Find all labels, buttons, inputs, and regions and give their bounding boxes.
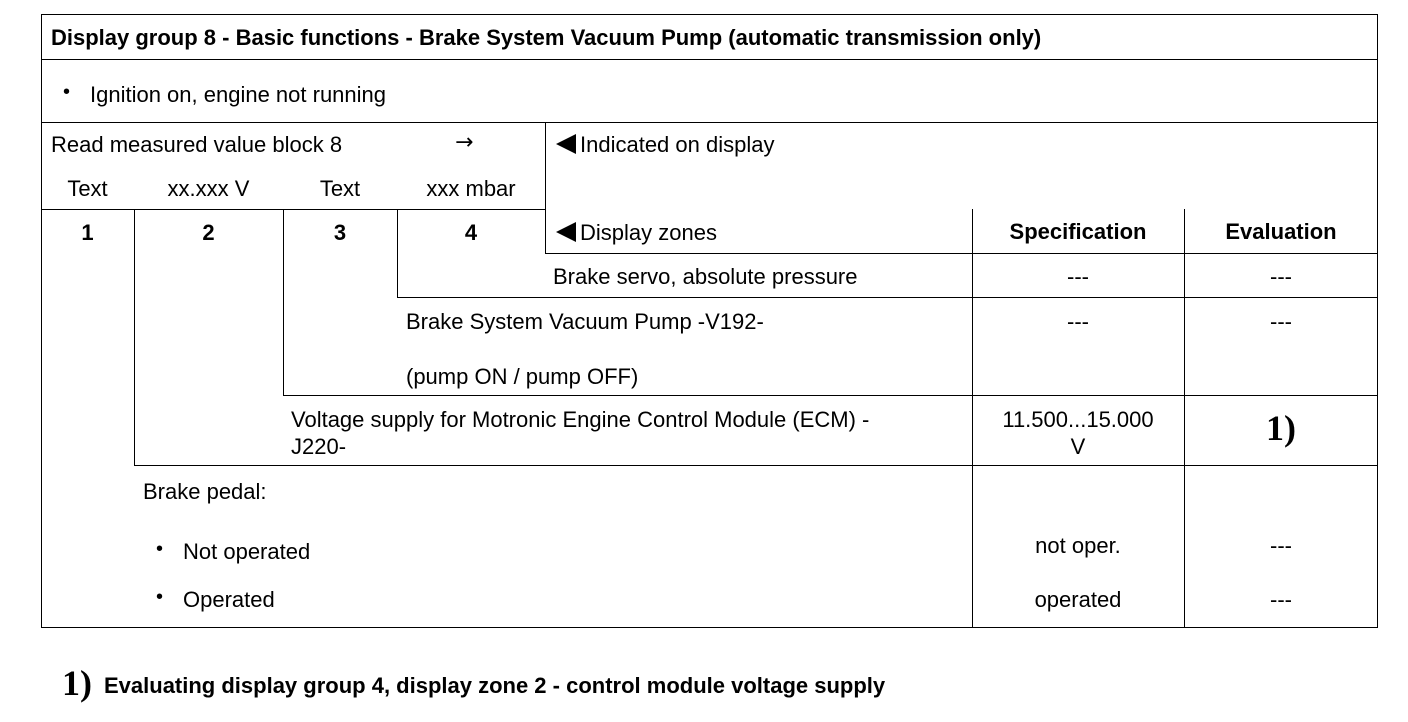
zone1-spec-operated: operated — [1034, 587, 1122, 612]
table-title: Display group 8 - Basic functions - Brake System Vacuum Pump (automatic transmission only) — [51, 25, 1042, 50]
zone-number-2: 2 — [202, 220, 215, 245]
display-zones-label: Display zones — [580, 220, 717, 245]
rule-zone2-bottom — [134, 465, 1378, 466]
evaluation-header: Evaluation — [1225, 219, 1337, 244]
bullet: • — [156, 586, 164, 608]
rule-condition — [41, 122, 1378, 123]
zone-number-4: 4 — [464, 220, 478, 245]
zone2-evaluation-footnote-ref: 1) — [1266, 408, 1296, 448]
zone2-description-cont: J220- — [291, 434, 347, 459]
unit-zone-3: Text — [319, 176, 361, 201]
condition-text: Ignition on, engine not running — [90, 82, 387, 107]
frame-left — [41, 14, 42, 627]
unit-zone-1: Text — [67, 176, 108, 201]
frame-bottom — [41, 627, 1378, 628]
zone1-eval-operated: --- — [1270, 587, 1292, 612]
zone4-specification: --- — [1067, 264, 1089, 289]
pointer-icon — [556, 134, 576, 154]
specification-header: Specification — [1009, 219, 1147, 244]
indicated-on-display — [556, 134, 774, 156]
zone4-description: Brake servo, absolute pressure — [553, 264, 858, 289]
zone1-item-operated: Operated — [183, 587, 275, 612]
zone3-specification: --- — [1067, 309, 1089, 334]
unit-zone-4: xxx mbar — [426, 176, 516, 201]
display-zones-header — [556, 222, 717, 244]
pointer-icon — [556, 222, 576, 242]
zone3-description-note: (pump ON / pump OFF) — [406, 364, 639, 389]
rule-zone2-left — [134, 209, 135, 465]
condition-bullet: • — [63, 81, 71, 103]
zone1-description: Brake pedal: — [143, 479, 267, 504]
read-block-label: Read measured value block 8 — [51, 132, 343, 157]
zone2-specification-unit: V — [1070, 434, 1086, 459]
read-block-arrow: → — [455, 130, 474, 155]
zone4-evaluation: --- — [1270, 264, 1292, 289]
rule-read-block-right — [545, 122, 546, 253]
zone-number-1: 1 — [81, 220, 94, 245]
rule-zone4-bottom — [397, 297, 1378, 298]
zone1-item-not-operated: Not operated — [183, 539, 311, 564]
zone1-eval-not-operated: --- — [1270, 533, 1292, 558]
zone3-evaluation: --- — [1270, 309, 1292, 334]
rule-title — [41, 59, 1378, 60]
zone2-specification: 11.500...15.000 — [1002, 407, 1154, 432]
zone-number-3: 3 — [333, 220, 347, 245]
rule-zone4 — [545, 253, 1378, 254]
indicated-label: Indicated on display — [580, 132, 775, 157]
unit-zone-2: xx.xxx V — [167, 176, 250, 201]
zone1-spec-not-operated: not oper. — [1035, 533, 1121, 558]
rule-units — [41, 209, 545, 210]
frame-top — [41, 14, 1378, 15]
bullet: • — [156, 538, 164, 560]
rule-zone3-bottom — [283, 395, 1378, 396]
zone2-description: Voltage supply for Motronic Engine Control Module (ECM) - — [291, 407, 870, 432]
footnote-marker: 1) — [62, 663, 92, 703]
zone3-description: Brake System Vacuum Pump -V192- — [406, 309, 764, 334]
footnote-text: Evaluating display group 4, display zone 2 - control module voltage supply — [104, 673, 886, 698]
